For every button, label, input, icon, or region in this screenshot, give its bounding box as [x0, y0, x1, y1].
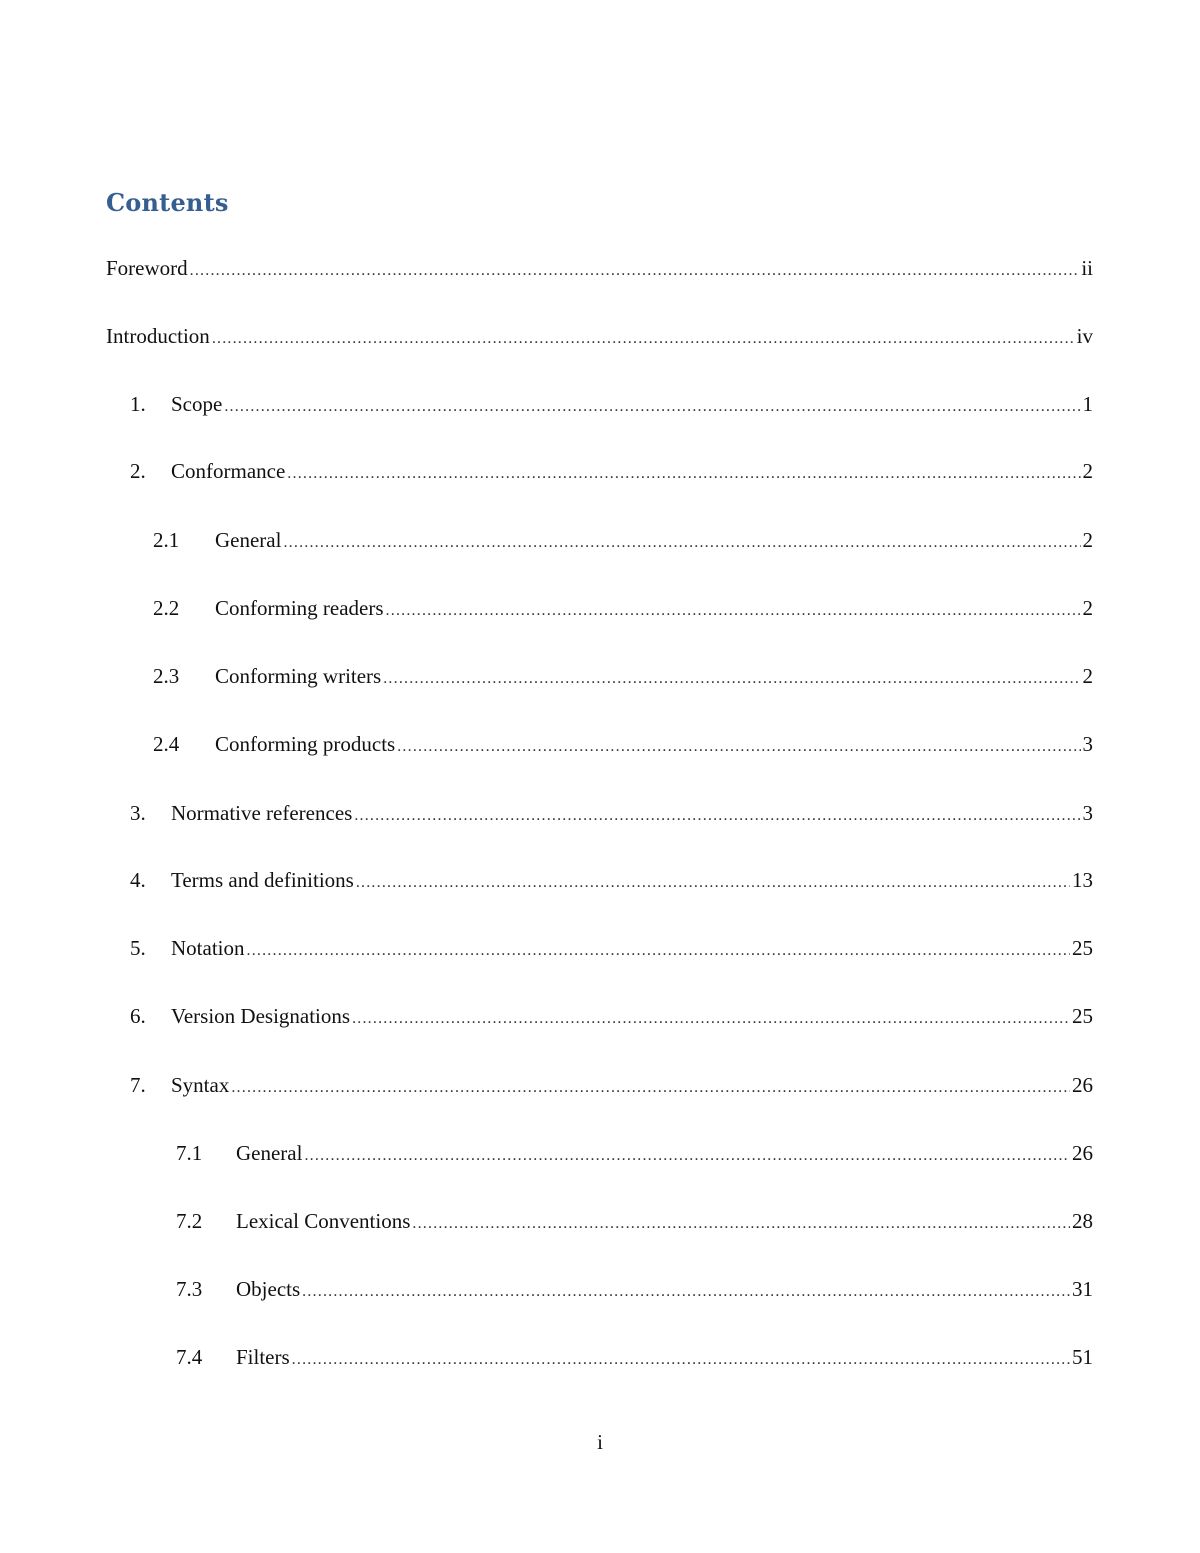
- toc-entry-page: 31: [1072, 1277, 1093, 1301]
- toc-entry-lexical-conventions[interactable]: [176, 1207, 1093, 1235]
- toc-entry-number: 7.3: [176, 1277, 203, 1301]
- toc-heading: Contents: [106, 188, 229, 217]
- dot-leader: [190, 257, 1080, 285]
- page-number: i: [597, 1430, 603, 1454]
- toc-entry-label: Version Designations: [171, 1004, 351, 1028]
- dot-leader: [212, 325, 1075, 353]
- toc-entry-filters[interactable]: [176, 1343, 1093, 1371]
- toc-entry-page: 2: [1082, 664, 1093, 688]
- toc-entry-label: Introduction: [106, 324, 210, 348]
- toc-entry-label: Objects: [236, 1277, 301, 1301]
- toc-entry-syntax[interactable]: [130, 1071, 1093, 1099]
- toc-entry-conformance-general[interactable]: [153, 526, 1093, 554]
- toc-entry-label: Conformance: [171, 459, 286, 483]
- toc-entry-page: 51: [1072, 1345, 1093, 1369]
- dot-leader: [224, 393, 1080, 421]
- toc-entry-label: Syntax: [171, 1073, 230, 1097]
- toc-entry-label: Normative references: [171, 801, 353, 825]
- toc-entry-number: 2.4: [153, 732, 180, 756]
- dot-leader: [287, 460, 1080, 488]
- dot-leader: [383, 665, 1080, 693]
- toc-entry-label: General: [236, 1141, 303, 1165]
- toc-entry-page: 2: [1082, 528, 1093, 552]
- toc-entry-number: 5.: [130, 936, 146, 960]
- toc-entry-page: 26: [1072, 1073, 1093, 1097]
- dot-leader: [397, 733, 1080, 761]
- dot-leader: [302, 1278, 1070, 1306]
- toc-entry-scope[interactable]: [130, 390, 1093, 418]
- toc-entry-conforming-products[interactable]: [153, 730, 1093, 758]
- dot-leader: [304, 1142, 1070, 1170]
- toc-entry-label: Notation: [171, 936, 245, 960]
- toc-entry-terms-and-definitions[interactable]: [130, 866, 1093, 894]
- toc-entry-page: 2: [1082, 459, 1093, 483]
- toc-entry-syntax-general[interactable]: [176, 1139, 1093, 1167]
- toc-entry-page: 13: [1072, 868, 1093, 892]
- toc-entry-page: 2: [1082, 596, 1093, 620]
- toc-entry-number: 3.: [130, 801, 146, 825]
- toc-entry-foreword[interactable]: [106, 254, 1093, 282]
- toc-entry-number: 2.1: [153, 528, 180, 552]
- dot-leader: [386, 597, 1081, 625]
- toc-entry-number: 7.2: [176, 1209, 203, 1233]
- toc-entry-conforming-readers[interactable]: [153, 594, 1093, 622]
- toc-entry-normative-references[interactable]: [130, 799, 1093, 827]
- toc-entry-page: 26: [1072, 1141, 1093, 1165]
- toc-entry-label: Foreword: [106, 256, 188, 280]
- dot-leader: [292, 1346, 1070, 1374]
- toc-entry-label: Conforming readers: [215, 596, 384, 620]
- toc-entry-label: Filters: [236, 1345, 290, 1369]
- toc-entry-number: 7.1: [176, 1141, 203, 1165]
- toc-entry-label: Terms and definitions: [171, 868, 354, 892]
- toc-entry-page: 3: [1082, 732, 1093, 756]
- dot-leader: [231, 1074, 1070, 1102]
- toc-entry-page: 25: [1072, 1004, 1093, 1028]
- toc-entry-conforming-writers[interactable]: [153, 662, 1093, 690]
- toc-entry-number: 7.: [130, 1073, 146, 1097]
- toc-entry-introduction[interactable]: [106, 322, 1093, 350]
- toc-entry-label: Conforming products: [215, 732, 396, 756]
- toc-entry-number: 2.: [130, 459, 146, 483]
- toc-entry-objects[interactable]: [176, 1275, 1093, 1303]
- dot-leader: [352, 1005, 1070, 1033]
- dot-leader: [412, 1210, 1070, 1238]
- toc-entry-number: 7.4: [176, 1345, 203, 1369]
- dot-leader: [356, 869, 1070, 897]
- toc-entry-label: General: [215, 528, 282, 552]
- toc-entry-page: 1: [1082, 392, 1093, 416]
- dot-leader: [354, 802, 1080, 830]
- toc-entry-number: 2.2: [153, 596, 180, 620]
- toc-entry-notation[interactable]: [130, 934, 1093, 962]
- toc-entry-label: Lexical Conventions: [236, 1209, 411, 1233]
- toc-entry-page: 25: [1072, 936, 1093, 960]
- toc-entry-number: 2.3: [153, 664, 180, 688]
- toc-entry-page: 28: [1072, 1209, 1093, 1233]
- toc-entry-label: Scope: [171, 392, 223, 416]
- toc-entry-conformance[interactable]: [130, 457, 1093, 485]
- toc-entry-page: iv: [1076, 324, 1093, 348]
- toc-entry-number: 6.: [130, 1004, 146, 1028]
- toc-entry-page: 3: [1082, 801, 1093, 825]
- toc-entry-version-designations[interactable]: [130, 1002, 1093, 1030]
- toc-entry-page: ii: [1081, 256, 1093, 280]
- toc-entry-number: 4.: [130, 868, 146, 892]
- dot-leader: [283, 529, 1080, 557]
- toc-entry-label: Conforming writers: [215, 664, 382, 688]
- toc-entry-number: 1.: [130, 392, 146, 416]
- dot-leader: [247, 937, 1071, 965]
